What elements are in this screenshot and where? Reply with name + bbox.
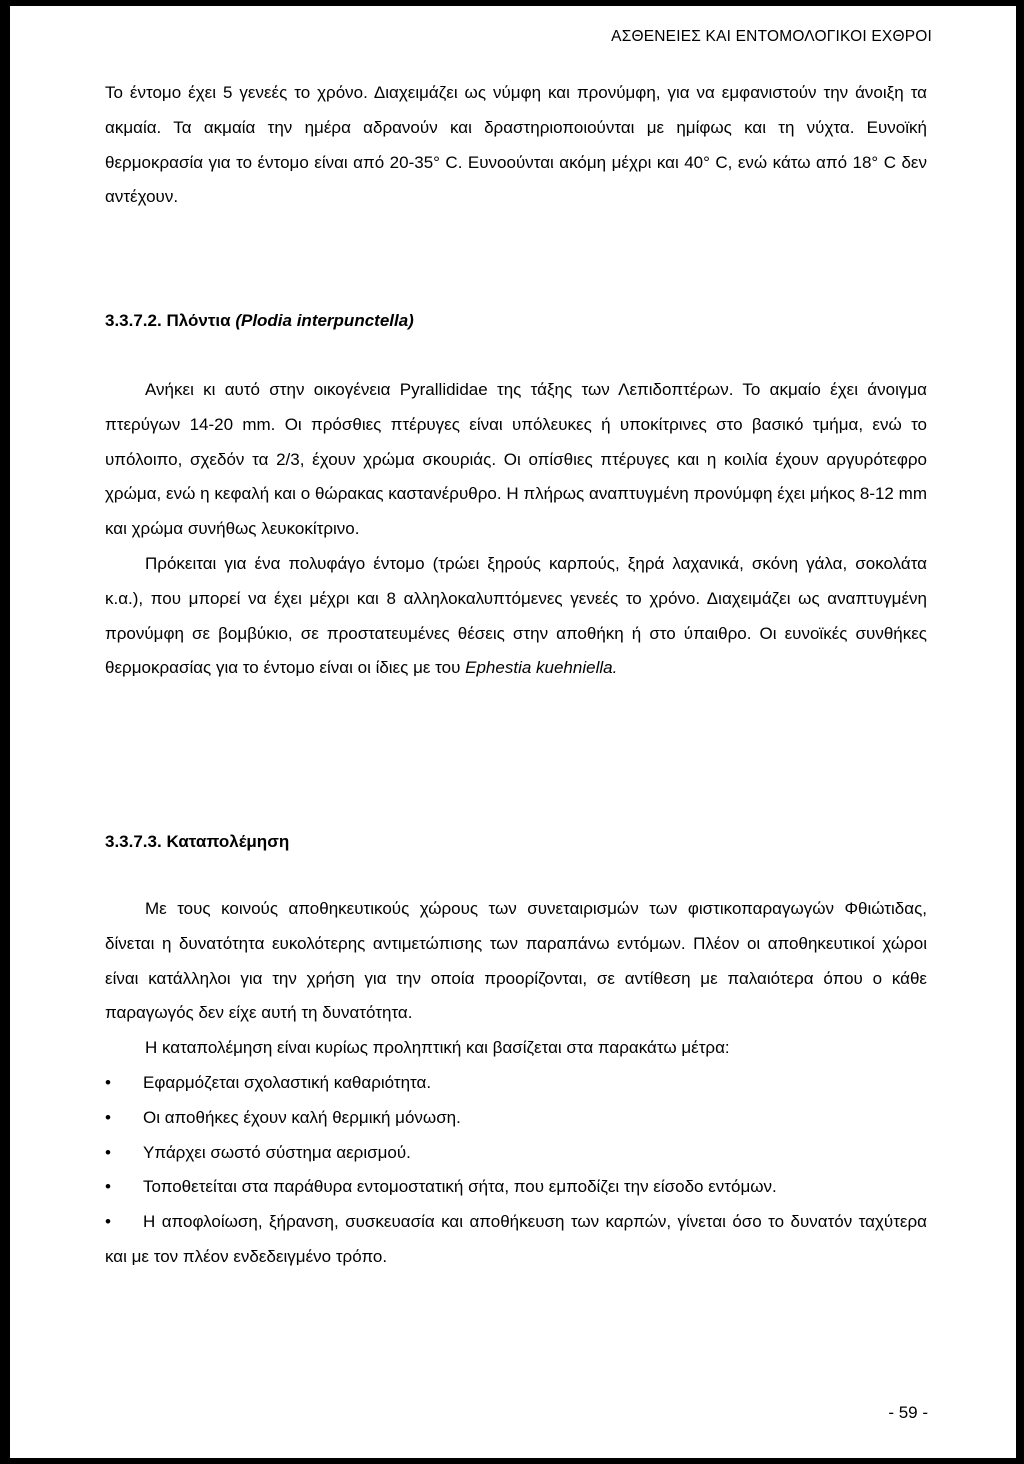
list-item: [105, 1170, 927, 1205]
section-number: 3.3.7.3.: [105, 832, 162, 851]
section-heading-control: [105, 825, 927, 860]
control-body: [105, 892, 927, 1275]
prev-section-paragraph: Το έντομο έχει 5 γενεές το χρόνο. Διαχειμάζει ως νύμφη και προνύμφη, για να εμφανιστούν την άνοιξη τα ακμαία. Τα ακμαία την ημέρα αδρανούν και δραστηριοποιούνται με ημίφως και τη νύχτα. Ευνοϊκή θερμοκρασία για το έντομο είναι από 20-35° C. Ευνοούνται ακόμη μέχρι και 40° C, ενώ κάτω από 18° C δεν αντέχουν.: [105, 83, 927, 207]
running-header: ΑΣΘΕΝΕΙΕΣ ΚΑΙ ΕΝΤΟΜΟΛΟΓΙΚΟΙ ΕΧΘΡΟΙ: [611, 28, 932, 45]
control-paragraph-1: Με τους κοινούς αποθηκευτικούς χώρους των συνεταιρισμών των φιστικοπαραγωγών Φθιώτιδας, δίνεται η δυνατότητα ευκολότερης αντιμετώπισης των παραπάνω εντόμων. Πλέον οι αποθηκευτικοί χώροι είναι κατάλληλοι για την χρήση για την οποία προορίζονται, σε αντίθεση με παλαιότερα όπου ο κάθε παραγωγός δεν είχε αυτή τη δυνατότητα.: [105, 899, 927, 1023]
document-page: [10, 6, 1016, 1458]
plodia-body: [105, 373, 927, 686]
control-measures-list: [105, 1066, 927, 1275]
section-title: Καταπολέμηση: [166, 832, 290, 851]
control-paragraph-2: Η καταπολέμηση είναι κυρίως προληπτική και βασίζεται στα παρακάτω μέτρα:: [145, 1038, 730, 1058]
section-title: Πλόντια: [166, 311, 231, 330]
list-item-text: Οι αποθήκες έχουν καλή θερμική μόνωση.: [143, 1107, 461, 1127]
list-item: [105, 1101, 927, 1136]
plodia-paragraph-2-text: Πρόκειται για ένα πολυφάγο έντομο (τρώει ξηρούς καρπούς, ξηρά λαχανικά, σκόνη γάλα, σοκολάτα κ.α.), που μπορεί να έχει μέχρι και 8 αλληλοκαλυπτόμενες γενεές το χρόνο. Διαχειμάζει ως αναπτυγμένη προνύμφη σε βομβύκιο, σε προστατευμένες θέσεις στην αποθήκη ή στο ύπαιθρο. Οι ευνοϊκές συνθήκες θερμοκρασίας για το έντομο είναι οι ίδιες με του: [105, 553, 927, 678]
section-number: 3.3.7.2.: [105, 311, 162, 330]
list-item: [105, 1205, 927, 1275]
section-latin-name: (Plodia interpunctella): [235, 311, 414, 330]
control-heading-block: [105, 825, 927, 860]
list-item: [105, 1136, 927, 1171]
prev-section-text: [105, 76, 927, 215]
section-heading-plodia: [105, 304, 927, 339]
bullet-icon: •: [105, 1142, 111, 1162]
bullet-icon: •: [105, 1107, 111, 1127]
list-item-text: Τοποθετείται στα παράθυρα εντομοστατική σήτα, που εμποδίζει την είσοδο εντόμων.: [143, 1177, 777, 1197]
species-name: Ephestia kuehniella.: [465, 658, 618, 678]
bullet-icon: •: [105, 1072, 111, 1092]
plodia-paragraph-2: [105, 547, 927, 686]
list-item-text: Εφαρμόζεται σχολαστική καθαριότητα.: [143, 1072, 432, 1092]
plodia-paragraph-1: Ανήκει κι αυτό στην οικογένεια Pyrallididae της τάξης των Λεπιδοπτέρων. Το ακμαίο έχει άνοιγμα πτερύγων 14-20 mm. Οι πρόσθιες πτέρυγες είναι υπόλευκες ή υποκίτρινες στο βασικό τμήμα, ενώ το υπόλοιπο, σχεδόν τα 2/3, έχουν χρώμα σκουριάς. Οι οπίσθιες πτέρυγες και η κοιλία έχουν αργυρότεφρο χρώμα, ενώ η κεφαλή και ο θώρακας καστανέρυθρο. Η πλήρως αναπτυγμένη προνύμφη έχει μήκος 8-12 mm και χρώμα συνήθως λευκοκίτρινο.: [105, 380, 927, 539]
bullet-icon: •: [105, 1177, 111, 1197]
list-item-text: Η αποφλοίωση, ξήρανση, συσκευασία και αποθήκευση των καρπών, γίνεται όσο το δυνατόν ταχύτερα και με τον πλέον ενδεδειγμένο τρόπο.: [105, 1212, 927, 1266]
bullet-icon: •: [105, 1212, 111, 1232]
page-number: - 59 -: [888, 1403, 928, 1422]
plodia-heading-block: [105, 304, 927, 339]
list-item-text: Υπάρχει σωστό σύστημα αερισμού.: [143, 1142, 411, 1162]
list-item: [105, 1066, 927, 1101]
